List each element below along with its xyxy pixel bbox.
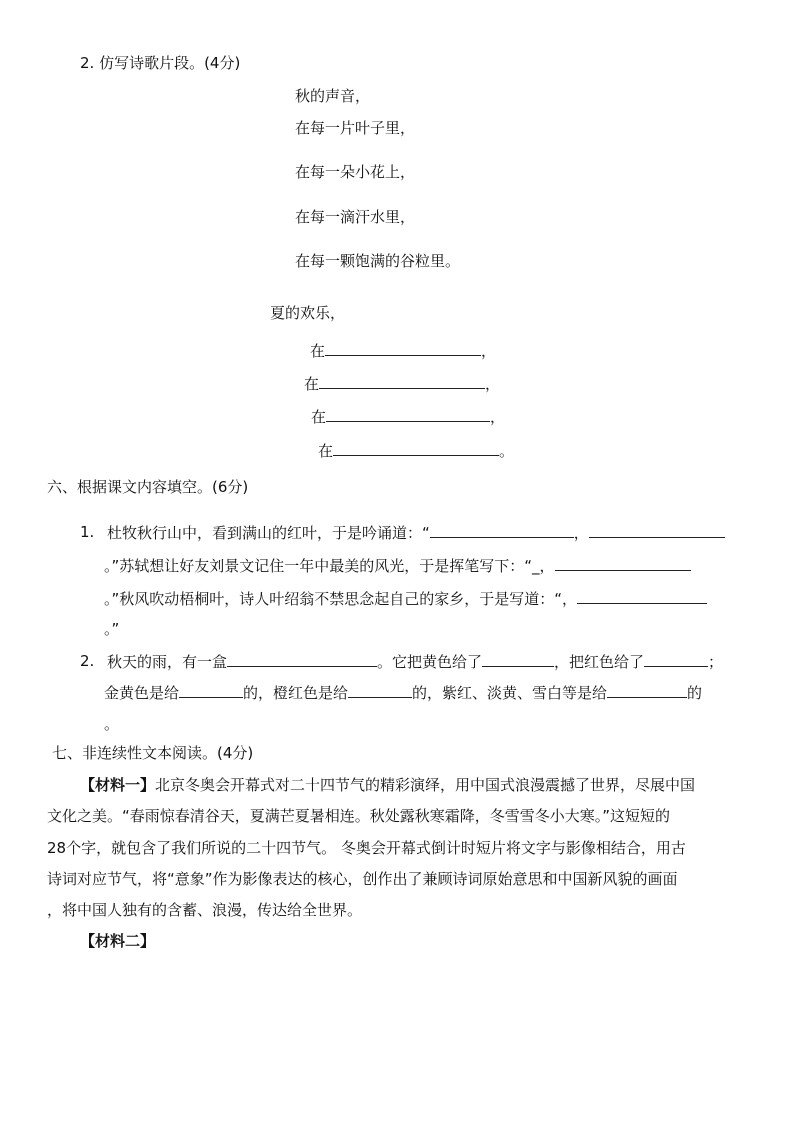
item-2-text: ，把红色给了 xyxy=(554,653,645,671)
material-2-label: 【材料二】 xyxy=(80,932,156,950)
item-2-text: 的，橙红色是给 xyxy=(243,684,349,702)
material-1-line-3: 28个字，就包含了我们所说的二十四节气。 冬奥会开幕式倒计时短片将文字与影像相结合，用古 xyxy=(47,839,686,857)
answer-blank[interactable] xyxy=(644,651,708,667)
line-prefix: 在 xyxy=(304,375,320,393)
material-1-label: 【材料一】 xyxy=(80,776,156,794)
line-end: ， xyxy=(481,342,497,360)
answer-blank[interactable] xyxy=(430,522,574,538)
item-1-line-4: 。” xyxy=(104,620,120,638)
answer-blank[interactable] xyxy=(589,522,725,538)
item-2-line-1 xyxy=(107,651,723,672)
answer-blank[interactable] xyxy=(607,682,687,698)
answer-blank[interactable] xyxy=(333,440,499,456)
imitation-line-1 xyxy=(310,340,496,361)
poem-line-4: 在每一滴汗水里， xyxy=(295,208,416,226)
line-prefix: 在 xyxy=(318,442,334,460)
poem-line-1: 秋的声音， xyxy=(295,87,371,105)
line-prefix: 在 xyxy=(311,408,327,426)
item-2-number: 2. xyxy=(80,652,95,670)
material-1-text: 北京冬奥会开幕式对二十四节气的精彩演绎，用中国式浪漫震撼了世界，尽展中国 xyxy=(155,776,696,794)
question-2-heading: 2. 仿写诗歌片段。(4分) xyxy=(80,54,241,72)
item-1-line-3 xyxy=(104,588,707,609)
item-1-text: 。”苏轼想让好友刘景文记住一年中最美的风光，于是挥笔写下：“_， xyxy=(104,557,555,575)
section-7-heading: 七、非连续性文本阅读。(4分) xyxy=(52,744,254,762)
item-1-text: 。”秋风吹动梧桐叶，诗人叶绍翁不禁思念起自己的家乡，于是写道：“， xyxy=(104,590,578,608)
item-2-text: 的 xyxy=(687,684,703,702)
separator: ， xyxy=(573,524,589,542)
poem-line-2: 在每一片叶子里， xyxy=(295,119,416,137)
line-end: ， xyxy=(490,408,506,426)
item-1-number: 1. xyxy=(80,523,95,541)
imitation-line-3 xyxy=(311,406,505,427)
item-2-text: 的，紫红、淡黄、雪白等是给 xyxy=(412,684,608,702)
answer-blank[interactable] xyxy=(348,682,412,698)
material-1-line-4: 诗词对应节气，将“意象”作为影像表达的核心，创作出了兼顾诗词原始意思和中国新风貌的画面 xyxy=(47,870,678,888)
line-prefix: 在 xyxy=(310,342,326,360)
item-1-line-2 xyxy=(104,555,691,576)
item-2-line-3: 。 xyxy=(104,715,120,733)
section-6-heading: 六、根据课文内容填空。(6分) xyxy=(47,478,249,496)
item-1-text: 杜牧秋行山中，看到满山的红叶，于是吟诵道：“ xyxy=(107,524,430,542)
item-1-line-1 xyxy=(107,522,725,543)
imitation-line-4 xyxy=(318,440,514,461)
item-2-text: 金黄色是给 xyxy=(104,684,180,702)
item-2-text: 。它把黄色给了 xyxy=(377,653,483,671)
item-2-text: 秋天的雨，有一盒 xyxy=(107,653,228,671)
material-1-line-1 xyxy=(80,775,695,795)
answer-blank[interactable] xyxy=(179,682,243,698)
material-1-line-5: ，将中国人独有的含蓄、浪漫，传达给全世界。 xyxy=(47,901,363,919)
poem-line-5: 在每一颗饱满的谷粒里。 xyxy=(295,252,461,270)
answer-blank[interactable] xyxy=(227,651,377,667)
answer-blank[interactable] xyxy=(319,373,485,389)
imitation-line-2 xyxy=(304,373,500,394)
line-end: ， xyxy=(485,375,501,393)
answer-blank[interactable] xyxy=(326,406,490,422)
answer-blank[interactable] xyxy=(482,651,554,667)
answer-blank[interactable] xyxy=(555,555,691,571)
poem-line-3: 在每一朵小花上， xyxy=(295,163,416,181)
material-1-line-2: 文化之美。“春雨惊春清谷天，夏满芒夏暑相连。秋处露秋寒霜降，冬雪雪冬小大寒。”这短短的 xyxy=(47,807,671,825)
imitation-title: 夏的欢乐， xyxy=(270,304,346,322)
answer-blank[interactable] xyxy=(577,588,707,604)
item-2-text: ； xyxy=(708,653,724,671)
item-2-line-2 xyxy=(104,682,702,703)
line-end: 。 xyxy=(499,442,515,460)
answer-blank[interactable] xyxy=(325,340,481,356)
